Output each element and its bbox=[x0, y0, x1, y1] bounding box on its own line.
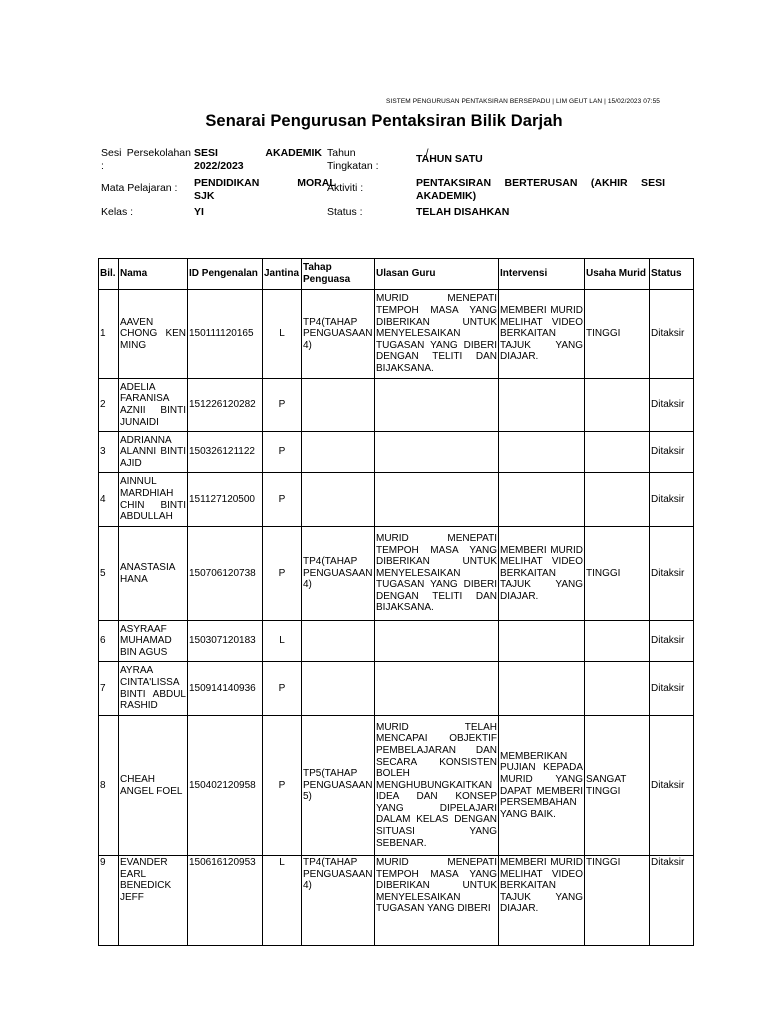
cell-tahap: TP4(TAHAP PENGUASAAN 4) bbox=[302, 856, 375, 946]
table-row bbox=[99, 662, 694, 716]
cell-tahap bbox=[302, 473, 375, 527]
header-bil: Bil. bbox=[99, 259, 119, 290]
cell-bil: 4 bbox=[99, 473, 119, 527]
cell-nama: ANASTASIA HANA bbox=[119, 527, 188, 621]
cell-nama: CHEAH ANGEL FOEL bbox=[119, 716, 188, 856]
aktiviti-label: Aktiviti : bbox=[327, 182, 364, 194]
cell-bil: 6 bbox=[99, 621, 119, 662]
cell-intervensi: MEMBERI MURID MELIHAT VIDEO BERKAITAN TAJUK YANG DIAJAR. bbox=[499, 527, 585, 621]
cell-status: Ditaksir bbox=[650, 621, 694, 662]
aktiviti-value: PENTAKSIRAN BERTERUSAN (AKHIR SESI bbox=[416, 177, 665, 189]
cell-bil: 7 bbox=[99, 662, 119, 716]
cell-status: Ditaksir bbox=[650, 432, 694, 473]
assessment-table bbox=[98, 258, 694, 946]
table-row bbox=[99, 473, 694, 527]
cell-id: 150111120165 bbox=[188, 290, 263, 379]
cell-id: 150307120183 bbox=[188, 621, 263, 662]
mata-pelajaran-value: PENDIDIKAN MORAL bbox=[194, 177, 336, 189]
cell-status: Ditaksir bbox=[650, 473, 694, 527]
kelas-value: YI bbox=[194, 206, 204, 218]
cell-bil: 2 bbox=[99, 379, 119, 432]
cell-tahap: TP4(TAHAP PENGUASAAN 4) bbox=[302, 527, 375, 621]
cell-status: Ditaksir bbox=[650, 856, 694, 946]
cell-usaha bbox=[585, 662, 650, 716]
table-header-row bbox=[99, 259, 694, 290]
cell-id: 151226120282 bbox=[188, 379, 263, 432]
cell-id: 150616120953 bbox=[188, 856, 263, 946]
cell-ulasan: MURID MENEPATI TEMPOH MASA YANG DIBERIKAN UNTUK MENYELESAIKAN TUGASAN YANG DIBERI DENGAN TELITI DAN BIJAKSANA. bbox=[375, 527, 499, 621]
tahun-value: TAHUN SATU bbox=[416, 153, 483, 165]
mata-pelajaran-value-sjk: SJK bbox=[194, 190, 215, 202]
cell-bil: 8 bbox=[99, 716, 119, 856]
cell-nama: AYRAA CINTA'LISSA BINTI ABDUL RASHID bbox=[119, 662, 188, 716]
cell-status: Ditaksir bbox=[650, 290, 694, 379]
cell-id: 150914140936 bbox=[188, 662, 263, 716]
cell-intervensi bbox=[499, 379, 585, 432]
table-row bbox=[99, 290, 694, 379]
cell-jantina: L bbox=[263, 621, 302, 662]
cell-bil: 1 bbox=[99, 290, 119, 379]
tahun-label-tingkatan: Tingkatan : bbox=[327, 160, 379, 172]
cell-jantina: P bbox=[263, 527, 302, 621]
cell-usaha bbox=[585, 432, 650, 473]
sesi-label: Sesi Persekolahan bbox=[101, 147, 191, 159]
cell-id: 150326121122 bbox=[188, 432, 263, 473]
aktiviti-value-akademik: AKADEMIK) bbox=[416, 190, 477, 202]
cell-id: 151127120500 bbox=[188, 473, 263, 527]
sesi-label-colon: : bbox=[101, 160, 104, 172]
header-usaha: Usaha Murid bbox=[585, 259, 650, 290]
cell-jantina: P bbox=[263, 473, 302, 527]
cell-usaha bbox=[585, 379, 650, 432]
cell-jantina: P bbox=[263, 716, 302, 856]
cell-usaha: TINGGI bbox=[585, 856, 650, 946]
header-id: ID Pengenalan bbox=[188, 259, 263, 290]
cell-bil: 3 bbox=[99, 432, 119, 473]
cell-usaha: TINGGI bbox=[585, 290, 650, 379]
cell-bil: 5 bbox=[99, 527, 119, 621]
cell-ulasan: MURID MENEPATI TEMPOH MASA YANG DIBERIKAN UNTUK MENYELESAIKAN TUGASAN YANG DIBERI bbox=[375, 856, 499, 946]
tahun-label: Tahun / bbox=[327, 147, 429, 159]
cell-usaha: SANGAT TINGGI bbox=[585, 716, 650, 856]
status-label: Status : bbox=[327, 206, 363, 218]
cell-ulasan: MURID MENEPATI TEMPOH MASA YANG DIBERIKAN UNTUK MENYELESAIKAN TUGASAN YANG DIBERI DENGAN TELITI DAN BIJAKSANA. bbox=[375, 290, 499, 379]
header-nama: Nama bbox=[119, 259, 188, 290]
cell-tahap bbox=[302, 379, 375, 432]
cell-status: Ditaksir bbox=[650, 716, 694, 856]
cell-nama: ASYRAAF MUHAMAD BIN AGUS bbox=[119, 621, 188, 662]
cell-jantina: P bbox=[263, 379, 302, 432]
table-row bbox=[99, 527, 694, 621]
table-row bbox=[99, 432, 694, 473]
sesi-value-year: 2022/2023 bbox=[194, 160, 244, 172]
sesi-value: SESI AKADEMIK bbox=[194, 147, 322, 159]
header-tahap: Tahap Penguasa bbox=[302, 259, 375, 290]
cell-tahap: TP5(TAHAP PENGUASAAN 5) bbox=[302, 716, 375, 856]
cell-tahap bbox=[302, 662, 375, 716]
cell-nama: EVANDER EARL BENEDICK JEFF bbox=[119, 856, 188, 946]
cell-tahap: TP4(TAHAP PENGUASAAN 4) bbox=[302, 290, 375, 379]
header-status: Status bbox=[650, 259, 694, 290]
cell-intervensi: MEMBERIKAN PUJIAN KEPADA MURID YANG DAPAT MEMBERI PERSEMBAHAN YANG BAIK. bbox=[499, 716, 585, 856]
mata-pelajaran-label: Mata Pelajaran : bbox=[101, 182, 178, 194]
cell-usaha bbox=[585, 473, 650, 527]
cell-id: 150706120738 bbox=[188, 527, 263, 621]
cell-ulasan bbox=[375, 379, 499, 432]
cell-ulasan bbox=[375, 662, 499, 716]
cell-nama: ADELIA FARANISA AZNII BINTI JUNAIDI bbox=[119, 379, 188, 432]
cell-jantina: L bbox=[263, 856, 302, 946]
header-jantina: Jantina bbox=[263, 259, 302, 290]
cell-jantina: P bbox=[263, 662, 302, 716]
cell-usaha: TINGGI bbox=[585, 527, 650, 621]
table-row bbox=[99, 379, 694, 432]
cell-status: Ditaksir bbox=[650, 527, 694, 621]
cell-status: Ditaksir bbox=[650, 379, 694, 432]
system-header-line: SISTEM PENGURUSAN PENTAKSIRAN BERSEPADU | LIM GEUT LAN | 15/02/2023 07:55 bbox=[386, 98, 661, 105]
table-row bbox=[99, 621, 694, 662]
cell-ulasan: MURID TELAH MENCAPAI OBJEKTIF PEMBELAJARAN DAN SECARA KONSISTEN BOLEH MENGHUBUNGKAITKAN IDEA DAN KONSEP YANG DIPELAJARI DALAM KELAS DENGAN SITUASI YANG SEBENAR. bbox=[375, 716, 499, 856]
cell-ulasan bbox=[375, 432, 499, 473]
cell-nama: ADRIANNA ALANNI BINTI AJID bbox=[119, 432, 188, 473]
cell-ulasan bbox=[375, 473, 499, 527]
cell-nama: AAVEN CHONG KEN MING bbox=[119, 290, 188, 379]
cell-intervensi: MEMBERI MURID MELIHAT VIDEO BERKAITAN TAJUK YANG DIAJAR. bbox=[499, 290, 585, 379]
cell-intervensi bbox=[499, 662, 585, 716]
cell-nama: AINNUL MARDHIAH CHIN BINTI ABDULLAH bbox=[119, 473, 188, 527]
cell-intervensi bbox=[499, 473, 585, 527]
cell-tahap bbox=[302, 432, 375, 473]
cell-tahap bbox=[302, 621, 375, 662]
table-row bbox=[99, 716, 694, 856]
table-row bbox=[99, 856, 694, 946]
cell-status: Ditaksir bbox=[650, 662, 694, 716]
cell-intervensi bbox=[499, 432, 585, 473]
cell-intervensi bbox=[499, 621, 585, 662]
kelas-label: Kelas : bbox=[101, 206, 134, 218]
header-ulasan: Ulasan Guru bbox=[375, 259, 499, 290]
status-value: TELAH DISAHKAN bbox=[416, 206, 510, 218]
cell-id: 150402120958 bbox=[188, 716, 263, 856]
cell-jantina: L bbox=[263, 290, 302, 379]
cell-ulasan bbox=[375, 621, 499, 662]
cell-bil: 9 bbox=[99, 856, 119, 946]
header-intervensi: Intervensi bbox=[499, 259, 585, 290]
page-title: Senarai Pengurusan Pentaksiran Bilik Darjah bbox=[205, 112, 563, 130]
cell-jantina: P bbox=[263, 432, 302, 473]
cell-usaha bbox=[585, 621, 650, 662]
cell-intervensi: MEMBERI MURID MELIHAT VIDEO BERKAITAN TAJUK YANG DIAJAR. bbox=[499, 856, 585, 946]
